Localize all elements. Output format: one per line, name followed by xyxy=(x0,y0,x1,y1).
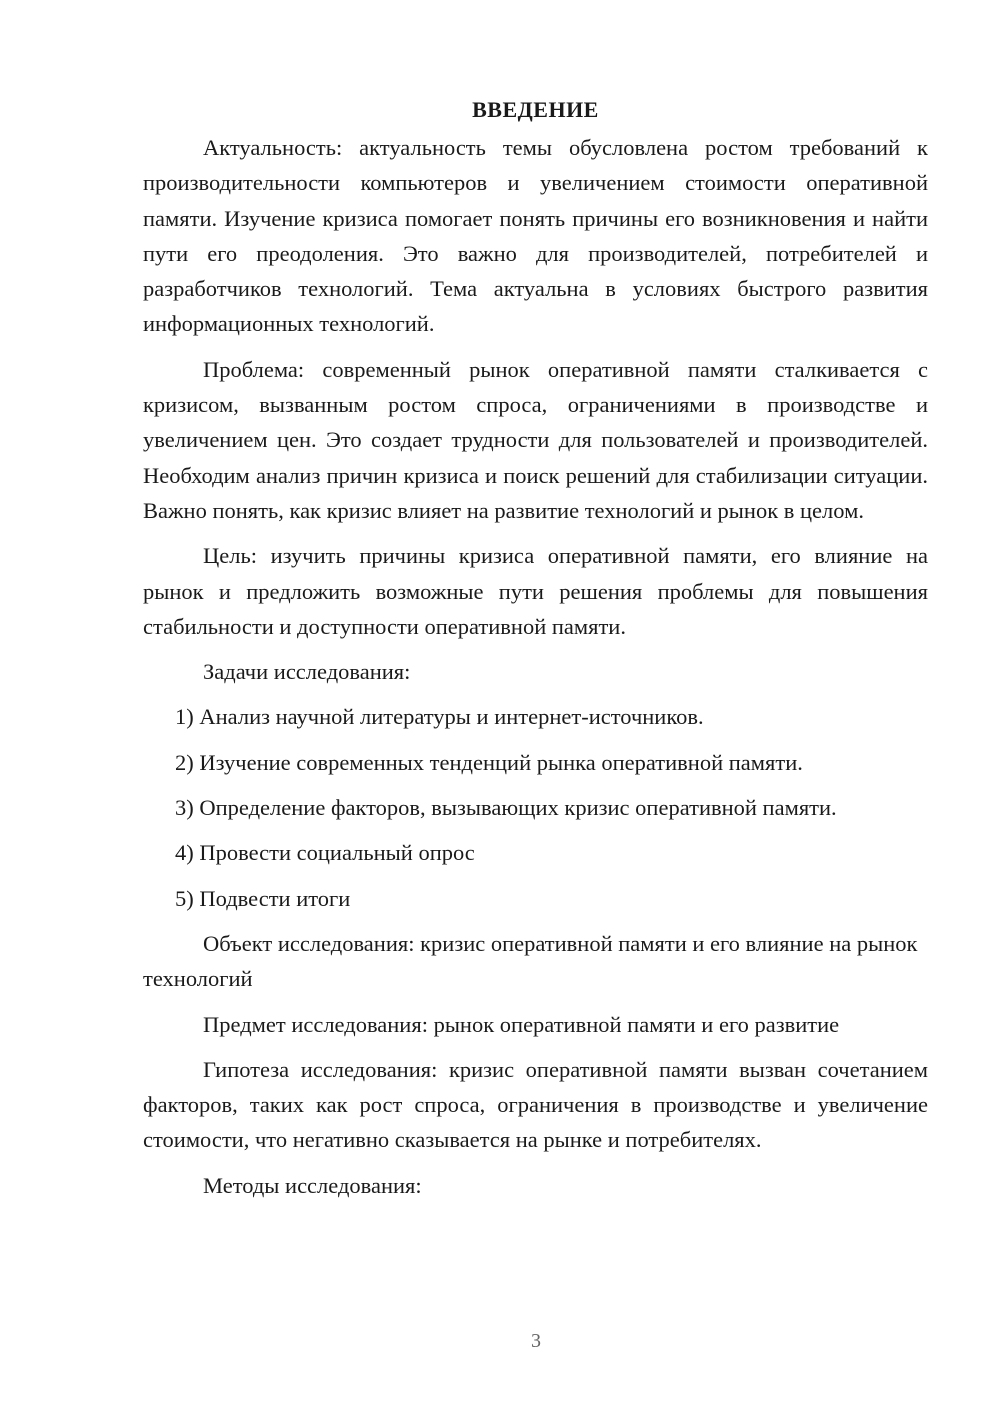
paragraph-relevance: Актуальность: актуальность темы обусловлена ростом требований к производительности компьютеров и увеличением стоимости оперативной памяти. Изучение кризиса помогает понять причины его возникновения и найти пути его преодоления. Это важно для производителей, потребителей и разработчиков технологий. Тема актуальна в условиях быстрого развития информационных технологий. xyxy=(143,135,928,337)
tasks-list xyxy=(143,699,928,915)
section-heading: ВВЕДЕНИЕ xyxy=(472,97,599,122)
list-item: 4) Провести социальный опрос xyxy=(175,840,475,866)
paragraph-subject: Предмет исследования: рынок оперативной памяти и его развитие xyxy=(203,1011,840,1037)
list-item: 3) Определение факторов, вызывающих кризис оперативной памяти. xyxy=(175,795,837,821)
paragraph-tasks-title: Задачи исследования: xyxy=(203,659,411,685)
paragraph-goal: Цель: изучить причины кризиса оперативной памяти, его влияние на рынок и предложить возможные пути решения проблемы для повышения стабильности и доступности оперативной памяти. xyxy=(143,543,928,639)
list-item: 5) Подвести итоги xyxy=(175,885,351,911)
paragraph-problem: Проблема: современный рынок оперативной памяти сталкивается с кризисом, вызванным ростом спроса, ограничениями в производстве и увеличением цен. Это создает трудности для пользователей и производителей. Необходим анализ причин кризиса и поиск решений для стабилизации ситуации. Важно понять, как кризис влияет на развитие технологий и рынок в целом. xyxy=(143,356,928,523)
document-page xyxy=(143,90,928,1213)
page-number: 3 xyxy=(531,1330,541,1352)
list-item: 1) Анализ научной литературы и интернет-источников. xyxy=(175,704,704,730)
paragraph-object: Объект исследования: кризис оперативной памяти и его влияние на рынок технологий xyxy=(143,930,918,992)
list-item: 2) Изучение современных тенденций рынка оперативной памяти. xyxy=(175,749,803,775)
paragraph-hypothesis: Гипотеза исследования: кризис оперативной памяти вызван сочетанием факторов, таких как рост спроса, ограничения в производстве и увеличение стоимости, что негативно сказывается на рынке и потребителях. xyxy=(143,1056,928,1153)
paragraph-methods-title: Методы исследования: xyxy=(203,1172,422,1198)
